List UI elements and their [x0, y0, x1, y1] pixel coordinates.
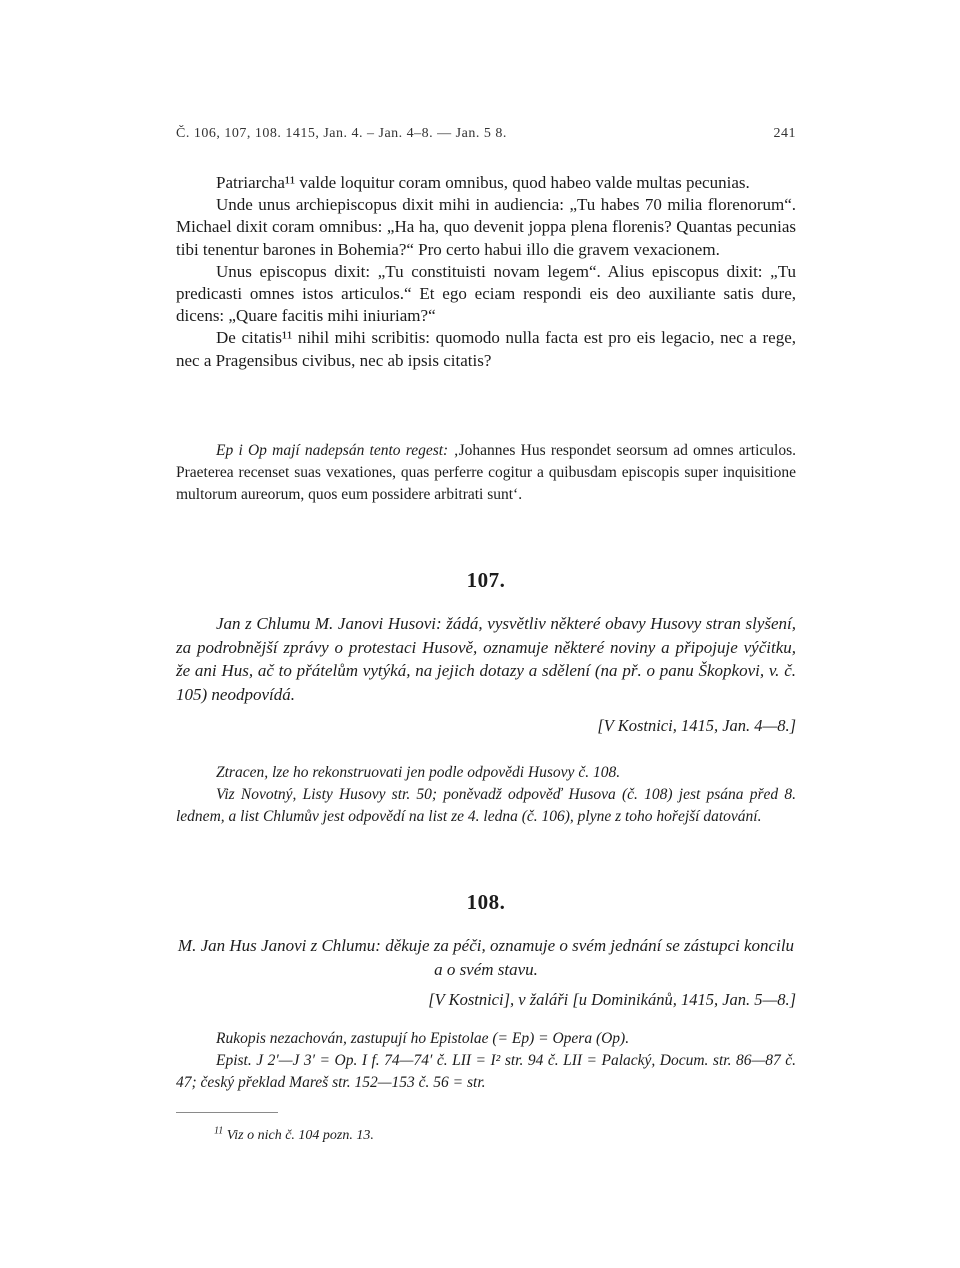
source-note-108-line1: Rukopis nezachován, zastupují ho Epistolae (= Ep) = Opera (Op).: [216, 1030, 630, 1047]
source-note-107: [176, 762, 796, 828]
paragraph-archiepiscopus: Unde unus archiepiscopus dixit mihi in audiencia: „Tu habes 70 milia florenorum“. Michael dixit coram omnibus: „Ha ha, quo devenit joppa plena florenis? Quantas pecunias tibi tenentur barones in Bohemia?“ Pro certo habui illo die gravem vexacionem.: [176, 195, 796, 259]
page-number: 241: [773, 126, 796, 141]
source-note-108-line2: Epist. J 2′—J 3′ = Op. I f. 74—74′ č. LII = I² str. 94 č. LII = Palacký, Docum. str. 86—87 č. 47; český překlad Mareš str. 152—153 č. 56 = str.: [176, 1052, 796, 1091]
place-date-107: [V Kostnici, 1415, Jan. 4—8.]: [597, 716, 796, 735]
paragraph-patriarcha: Patriarcha¹¹ valde loquitur coram omnibus, quod habeo valde multas pecunias.: [216, 173, 750, 192]
running-head: [176, 126, 796, 142]
footnote-marker: 11: [214, 1125, 224, 1137]
source-note-107-line2: Viz Novotný, Listy Husovy str. 50; poněvadž odpověď Husova (č. 108) jest psána před 8. lednem, a list Chlumův jest odpovědí na list ze 4. ledna (č. 106), plyne z toho hořejší datování.: [176, 786, 796, 825]
document-number-107: 107.: [466, 568, 506, 592]
summary-108-text: M. Jan Hus Janovi z Chlumu: děkuje za péči, oznamuje o svém jednání se zástupci koncilu a o svém stavu.: [177, 936, 795, 979]
regest-note-text: ‚Johannes Hus respondet seorsum ad omnes articulos. Praeterea recenset suas vexationes, quas perferre cogitur a quibusdam episcopis super inquisitione multorum aureorum, quos eum possidere arbitrati sunt‘.: [176, 442, 796, 503]
document-number-108: 108.: [466, 890, 506, 914]
source-note-108: [176, 1028, 796, 1094]
summary-107: [176, 612, 796, 706]
place-date-108: [V Kostnici], v žaláři [u Dominikánů, 1415, Jan. 5—8.]: [428, 990, 796, 1009]
footnote-text: Viz o nich č. 104 pozn. 13.: [226, 1128, 374, 1143]
paragraph-citatis: De citatis¹¹ nihil mihi scribitis: quomodo nulla facta est pro eis legacio, nec a rege, nec a Pragensibus civibus, nec ab ipsis citatis?: [176, 328, 796, 370]
summary-108: [176, 934, 796, 981]
footnote: [214, 1125, 374, 1144]
running-head-text: Č. 106, 107, 108. 1415, Jan. 4. – Jan. 4–8. — Jan. 5 8.: [176, 126, 507, 141]
regest-note-lead: Ep i Op mají nadepsán tento regest:: [216, 442, 449, 459]
regest-note-106: [176, 440, 796, 506]
main-text: [176, 172, 796, 372]
paragraph-episcopus: Unus episcopus dixit: „Tu constituisti novam legem“. Alius episcopus dixit: „Tu predicasti omnes istos articulos.“ Et ego eciam respondi eis deo auxiliante satis dure, dicens: „Quare facitis mihi iniuriam?“: [176, 261, 796, 326]
summary-107-text: Jan z Chlumu M. Janovi Husovi: žádá, vysvětliv některé obavy Husovy stran slyšení, za podrobnější zprávy o protestaci Husově, oznamuje některé noviny a připojuje výčitku, že ani Hus, ač to přátelům vytýká, na jejich dotazy a sdělení (na př. o panu Škopkovi, v. č. 105) neodpovídá.: [176, 614, 796, 704]
source-note-107-line1: Ztracen, lze ho rekonstruovati jen podle odpovědi Husovy č. 108.: [216, 764, 621, 781]
footnote-rule: [176, 1112, 278, 1113]
